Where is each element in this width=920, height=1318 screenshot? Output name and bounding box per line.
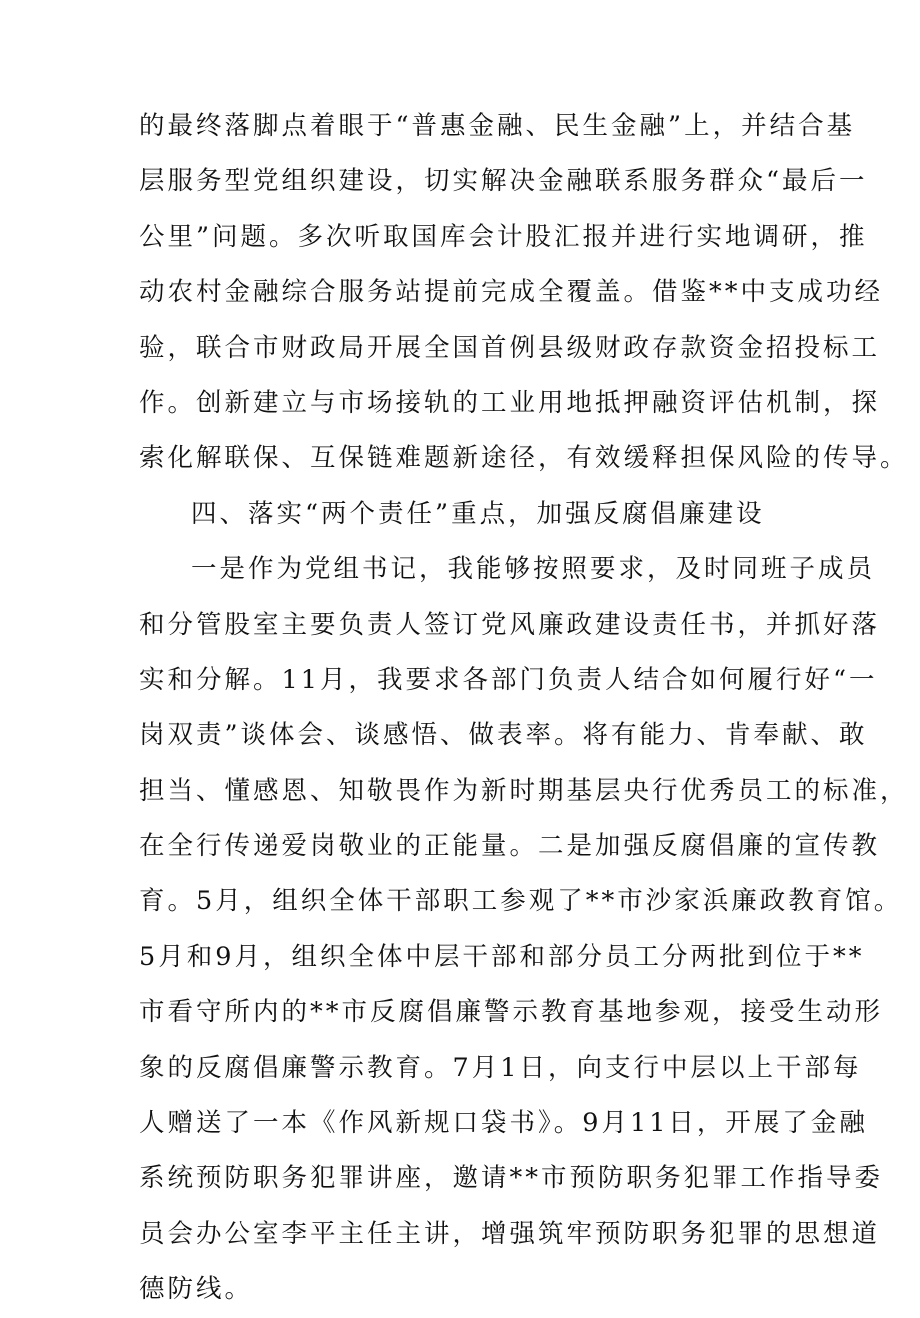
body-line: 在全行传递爱岗敬业的正能量。二是加强反腐倡廉的宣传教: [139, 831, 881, 862]
body-line: 员会办公室李平主任主讲，增强筑牢预防职务犯罪的思想道: [139, 1218, 881, 1249]
body-line: 和分管股室主要负责人签订党风廉政建设责任书，并抓好落: [139, 609, 881, 640]
paragraph-start-line: 一是作为党组书记，我能够按照要求，及时同班子成员: [191, 554, 876, 585]
body-line: 德防线。: [139, 1274, 254, 1305]
body-line: 层服务型党组织建设，切实解决金融联系服务群众“最后一: [139, 166, 868, 197]
body-line: 育。5月，组织全体干部职工参观了**市沙家浜廉政教育馆。: [139, 886, 903, 917]
body-line: 岗双责”谈体会、谈感悟、做表率。将有能力、肯奉献、敢: [139, 720, 868, 751]
body-line: 市看守所内的**市反腐倡廉警示教育基地参观，接受生动形: [139, 997, 884, 1028]
body-line: 动农村金融综合服务站提前完成全覆盖。借鉴**中支成功经: [139, 277, 884, 308]
body-line: 实和分解。11月，我要求各部门负责人结合如何履行好“一: [139, 664, 878, 695]
body-line: 象的反腐倡廉警示教育。7月1日，向支行中层以上干部每: [139, 1052, 862, 1083]
body-line: 作。创新建立与市场接轨的工业用地抵押融资评估机制，探: [139, 387, 881, 418]
body-line: 验，联合市财政局开展全国首例县级财政存款资金招投标工: [139, 332, 881, 363]
section-heading: 四、落实“两个责任”重点，加强反腐倡廉建设: [191, 498, 765, 529]
body-line: 担当、懂感恩、知敬畏作为新时期基层央行优秀员工的标准，: [139, 775, 909, 806]
body-line: 5月和9月，组织全体中层干部和部分员工分两批到位于**: [139, 941, 865, 972]
body-line: 索化解联保、互保链难题新途径，有效缓释担保风险的传导。: [139, 443, 909, 474]
body-line: 公里”问题。多次听取国库会计股汇报并进行实地调研，推: [139, 221, 868, 252]
body-line: 人赠送了一本《作风新规口袋书》。9月11日，开展了金融: [139, 1108, 868, 1139]
body-line: 系统预防职务犯罪讲座，邀请**市预防职务犯罪工作指导委: [139, 1163, 884, 1194]
body-line: 的最终落脚点着眼于“普惠金融、民生金融”上，并结合基: [139, 111, 856, 141]
document-body: [139, 99, 909, 1318]
